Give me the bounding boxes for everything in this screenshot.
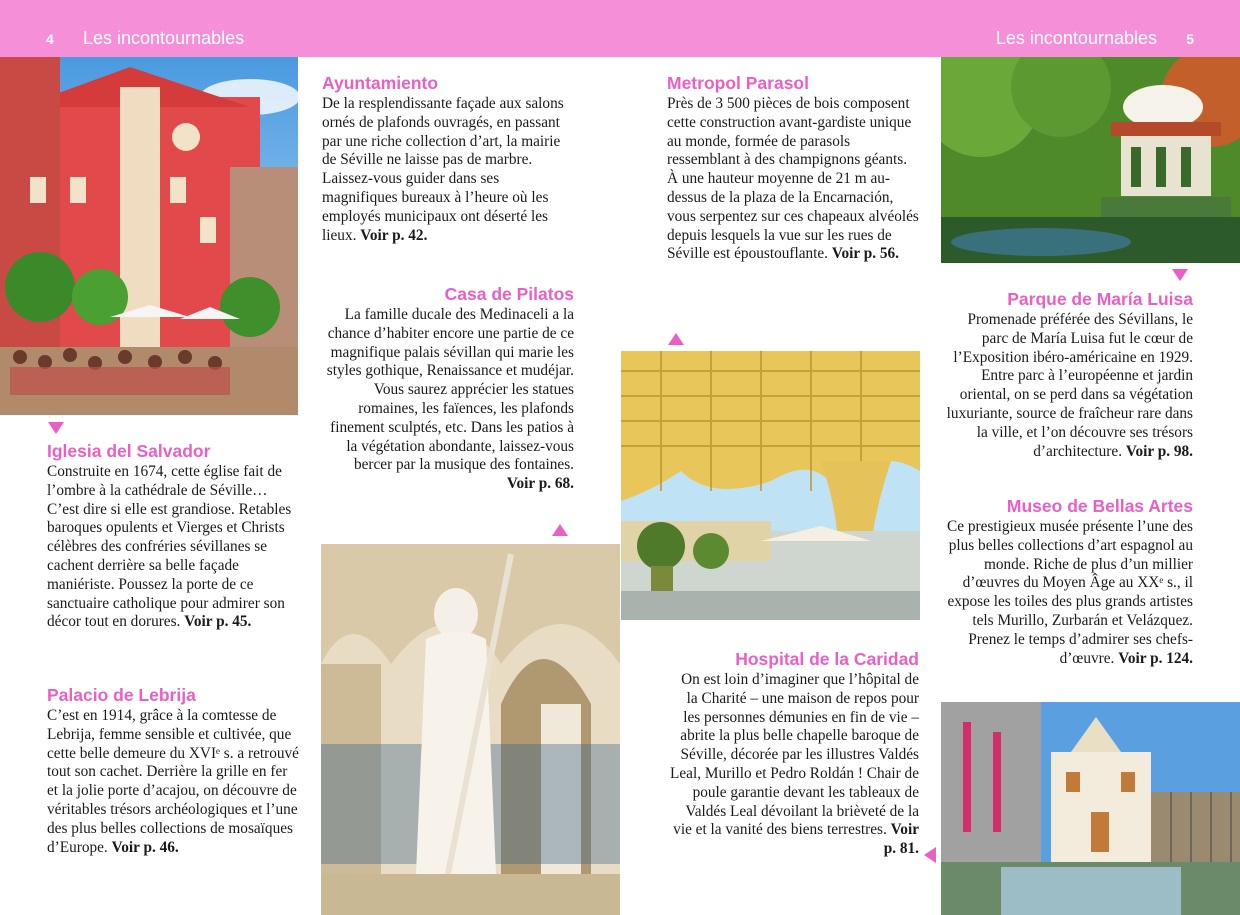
section-title: Ayuntamiento	[322, 73, 439, 93]
section-title: Palacio de Lebrija	[47, 685, 196, 705]
page-reference: Voir p. 46.	[111, 838, 179, 856]
section-body: La famille ducale des Medinaceli a la chance d’habiter encore une partie de ce magnifique palais sévillan qui marie les styles gothique, Renaissance et mudéjar. Vous saurez apprécier les statues romaines, les faïences, les plafonds finement sculptés, etc. Dans les patios à la végétation abondante, laissez-vous bercer par la musique des fontaines.	[326, 306, 574, 474]
page-reference: Voir p. 98.	[1125, 442, 1193, 460]
pointer-down-icon	[48, 422, 64, 434]
right-running-title: Les incontournables	[995, 28, 1157, 48]
iglesia-salvador-photo	[0, 57, 298, 415]
metropol-parasol-photo	[621, 351, 920, 620]
section-body: Construite en 1674, cette église fait de l’ombre à la cathédrale de Séville… C’est dire si elle est grandiose. Retables baroques opulents et Vierges et Christs célèbres des confréries sévillanes se cachent derrière sa belle façade maniériste. Poussez la porte de ce sanctuaire catholique pour admirer son décor tout en dorures.	[47, 463, 292, 631]
section-body: On est loin d’imaginer que l’hôpital de la Charité – une maison de repos pour les personnes démunies en fin de vie – abrite la plus belle chapelle baroque de Séville, décorée par les illustres Valdés Leal, Murillo et Pedro Roldán ! Chair de poule garantie devant les tableaux de Valdés Leal dévoilant la brièveté de la vie et la vanité des biens terrestres.	[670, 671, 919, 839]
casa-pilatos-photo	[321, 544, 620, 915]
section-ayuntamiento	[322, 72, 574, 245]
right-page-number: 5	[1186, 31, 1194, 47]
section-hospital-caridad	[667, 648, 919, 859]
section-iglesia-salvador	[47, 440, 299, 632]
page-reference: Voir p. 42.	[360, 226, 428, 244]
section-title: Museo de Bellas Artes	[1006, 496, 1193, 516]
section-body: Ce prestigieux musée présente l’une des plus belles collections d’art espagnol au monde. Riche de plus d’un millier d’œuvres du Moyen Âge au XXᵉ s., il expose les toiles des plus grands artistes tels Murillo, Zurbarán et Velázquez. Prenez le temps d’admirer ses chefs-d’œuvre.	[947, 518, 1193, 667]
pointer-down-icon	[1172, 269, 1188, 281]
section-body: Près de 3 500 pièces de bois composent cette construction avant-gardiste unique au monde, formée de parasols ressemblant à des champignons géants. À une hauteur moyenne de 21 m au-dessus de la plaza de la Encarnación, vous serpentez sur ces chapeaux alvéolés depuis lesquels la vue sur les rues de Séville est époustouflante.	[667, 95, 919, 263]
section-title: Iglesia del Salvador	[47, 441, 211, 461]
section-metropol-parasol	[667, 72, 919, 264]
header-banner	[0, 0, 1240, 57]
section-museo-bellas-artes	[941, 495, 1193, 668]
left-page-number: 4	[46, 31, 54, 47]
parque-maria-luisa-photo	[941, 57, 1240, 263]
pointer-up-icon	[552, 524, 568, 536]
section-title: Parque de María Luisa	[1007, 289, 1193, 309]
section-title: Casa de Pilatos	[444, 284, 574, 304]
section-body: Promenade préférée des Sévillans, le parc de María Luisa fut le cœur de l’Exposition ibéro-américaine en 1929. Entre parc à l’européenne et jardin oriental, on se perd dans sa végétation luxuriante, source de fraîcheur rare dans la ville, et l’on découvre ses trésors d’architecture.	[946, 311, 1193, 460]
section-palacio-lebrija	[47, 684, 299, 857]
page-reference: Voir p. 81.	[883, 821, 919, 858]
hospital-caridad-photo	[941, 702, 1240, 915]
page-reference: Voir p. 68.	[506, 475, 574, 493]
section-body: C’est en 1914, grâce à la comtesse de Lebrija, femme sensible et cultivée, que cette belle demeure du XVIᵉ s. a retrouvé tout son cachet. Derrière la grille en fer et la jolie porte d’acajou, on découvre de véritables trésors archéologiques et l’une des plus belles collections de mosaïques d’Europe.	[47, 707, 299, 856]
section-parque-maria-luisa	[941, 288, 1193, 461]
section-title: Metropol Parasol	[667, 73, 809, 93]
left-running-title: Les incontournables	[83, 28, 245, 48]
page-reference: Voir p. 45.	[184, 613, 252, 631]
page-reference: Voir p. 56.	[831, 245, 899, 263]
pointer-left-icon	[924, 847, 936, 863]
pointer-up-icon	[668, 333, 684, 345]
section-casa-pilatos	[322, 283, 574, 494]
page-reference: Voir p. 124.	[1118, 649, 1193, 667]
section-title: Hospital de la Caridad	[735, 649, 919, 669]
section-body: De la resplendissante façade aux salons ornés de plafonds ouvragés, en passant par une riche collection d’art, la mairie de Séville ne laisse pas de marbre. Laissez-vous guider dans ses magnifiques bureaux à l’heure où les employés municipaux ont déserté les lieux.	[322, 95, 564, 244]
